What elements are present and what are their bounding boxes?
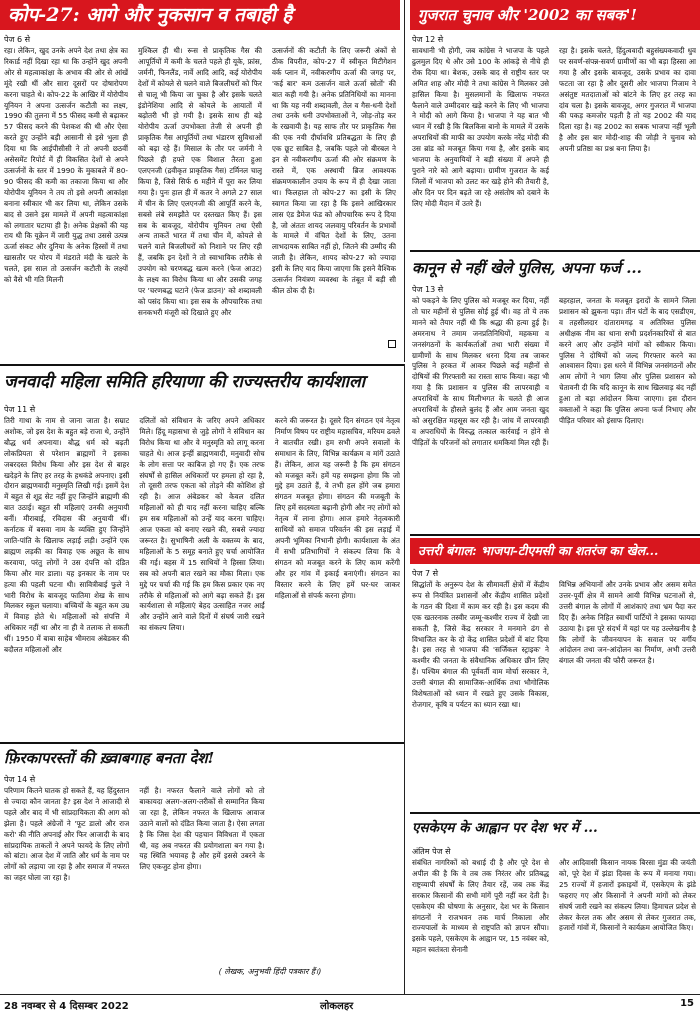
janwadi-col-1: तिरी गाथा के नाम से जाना जाता है। सम्राट अशोक, जो इस देश के बहुत बड़े राजा थे, उन्होंने बौद्ध धर्म अपनाया। बौद्ध धर्म को बढ़ती लोकप्रियता से परेशान ब्राह्मणों ने इसका जबरदस्त विरोध किया और इस देश से बाहर खदेड़ने के लिए हर तरह के हथकंडे अपनाए। इसी दौरान ब्राह्मणवादी मनुस्मृति लिखी गई। इसमें देश में बहुत से शूद्र सेट नहीं हुए जिन्होंने ब्राह्मणी की बात उठाई। बहुत सी महिलाएं उनकी अनुयायी बनीं। मीराबाई, रविदास की अनुयायी थीं। कर्नाटक में बसवा नाम के व्यक्ति हुए जिन्होंने जाति-पांति के खिलाफ लड़ाई लड़ी। उन्होंने एक ब्राह्मण लड़की का विवाह एक अछूत के साथ करवाया, परंतु लोगों ने उस दंपत्ति को दंडित किया और मार डाला। यह इनकार के नाम पर हत्या की पहली घटना थी। सावित्रीबाई फुले ने भारी विरोध के बावजूद फातिमा शेख के साथ मिलकर स्कूल चलाया। बच्चियों के बहुत कम उम्र में विवाह होते थे। महिलाओं को संपत्ति में अधिकार नहीं था और ना ही वे तलाक ले सकती थीं। 1950 में बाबा साहेब भीमराव अंबेडकर की बदौलत महिलाओं और [4,416,130,655]
communal-body [4,786,400,962]
janwadi-body [4,416,400,738]
police-continuation: पेज 13 से [412,285,444,294]
skm-col-1: संबंधित नागरिकों को बधाई दी है और पूरे देश से अपील की है कि वे तब तक निरंतर और प्रतिबद्ध राष्ट्रव्यापी संघर्षों के लिए तैयार रहें, जब तक केंद्र सरकार किसानों की सभी मांगें पूरी नहीं कर देती है। एसकेएम की घोषणा के अनुसार, देश भर के किसान संगठनों ने राजभवन तक मार्च निकाला और राज्यपालों के माध्यम से राष्ट्रपति को ज्ञापन सौंपा। इसके पहले, एसकेएम के आह्वान पर, 15 नवंबर को, महान स्वतंत्रता सेनानी [412,858,549,955]
cop27-end-mark [388,340,396,348]
gujarat-col-1: सावधानी भी होगी, जब कांग्रेस ने भाजपा के पहले ढुलमुल दिए थे और उसे 100 के आंकड़े से नीचे ही रोक दिया था। बेशक, उसके बाद से राष्ट्रीय स्तर पर अमित शाह और मोदी ने तथा कांग्रेस ने मिलकर उसे हासिल किया है। मुसलमानों के खिलाफ नफरत फैलाने वाले उम्मीदवार खड़े करने के लिए भी भाजपा ने मोदी को आगे किया है। भाजपा ने यह बात भी ध्यान में रखी है कि बिलकिस बानो के मामले में उसके अपराधियों की माफी का उपयोग करके नरेंद्र मोदी की उस ब्रांड को मजबूत किया गया है, और इसके बाद भाजपा के अनुयायियों ने बड़ी संख्या में अपने ही पुराने नारे को आगे बढ़ाया। ग्रामीण गुजरात के कई जिलों में भाजपा को उलट कर खड़े होने की तैयारी है, और दिन पर दिन बढ़ते जा रहे असंतोष को दबाने के लिए मोदी मैदान में उतरे हैं। [412,46,549,208]
skm-col-2: और आदिवासी किसान नायक बिरसा मुंडा की जयंती को, पूरे देश में झंडा दिवस के रूप में मनाया गया। 25 राज्यों में हजारों इकाइयों में, एसकेएम के झंडे फहराए गए और किसानों ने अपनी मांगों को लेकर संघर्ष जारी रखने का संकल्प लिया। हिमाचल प्रदेश से लेकर केरल तक और असम से लेकर गुजरात तक, हजारों गांवों में, किसानों ने कार्यक्रम आयोजित किए। [559,858,696,933]
skm-body [412,858,696,990]
gujarat-col-2: रहा है। इसके चलते, हिंदुत्ववादी बहुसंख्यकवादी धुव पर सवर्ण-संपन्न-सवर्ण ग्रामीणों का भी बड़ा हिस्सा आ गया है और इसके बावजूद, उसके प्रभाव का दावा फटता जा रहा है और दूसरी ओर भाजपा निजाम ने असंतुष्ट मतदाताओं को बांटने के लिए हर तरह का दांव चला है। इसके बावजूद, अगर गुजरात में भाजपा की पकड़ कमजोर पड़ती है तो यह 2002 की याद दिला रहा है। वह 2002 का सबक भाजपा नहीं भूली है और इस बार मोदी-शाह की जोड़ी ने चुनाव को अपनी प्रतिष्ठा का प्रश्न बना लिया है। [559,46,696,154]
footer-page-number: 15 [680,998,694,1009]
gujarat-title: गुजरात चुनाव और '2002 का सबक'! [410,0,700,30]
skm-title: एसकेएम के आह्वान पर देश भर में ... [412,820,598,836]
gujarat-body [412,46,696,246]
police-body [412,296,696,530]
gujarat-continuation: पेज 12 से [412,35,444,44]
communal-author-credit: ( लेखक, अनुभवी हिंदी पत्रकार हैं।) [218,967,322,976]
cop27-col-3: उत्सर्जनों की कटौती के लिए जरूरी अंकों से ठीक विपरीत, कोप-27 में स्वीकृत मिटीगेशन वर्क प्लान में, नवीकरणीय ऊर्जा की जगह पर, 'कई बार' कम उत्सर्जन वाले ऊर्जा स्रोतों' की बात कही गयी है। अनेक प्रतिनिधियों का मानना था कि यह नयी शब्दावली, तेल व गैस-धनी देशों तथा उनके धनी उपभोक्ताओं ने, जोड़-तोड़ कर के रखवायी है। यह साफ तौर पर प्राकृतिक गैस की एक नयी दीर्घावधि प्रतिबद्धता के लिए ही एक छूट साबित है, जबकि पहले जो बीरबल ने इन से नवीकरणीय ऊर्जा की ओर संक्रमण के रास्ते में, एक अस्थायी ब्रिज आवश्यक संक्रमणकालीन उपाय के रूप में ही देखा जाता था। फिलहाल तो कोप-27 का इसी के लिए स्वागत किया जा रहा है कि इसने आखिरकार लास एंड डैमेज फंड को औपचारिक रूप दे दिया है, जो अंततः शायद जलवायु परिवर्तन के प्रभावों के मामले में वंचित देशों के लिए, उतना लाभदायक साबित नहीं हो, जितने की उम्मीद की जाती है। लेकिन, शायद कोप-27 को ज्यादा इसी के लिए याद किया जाएगा कि इसने वैश्विक उत्सर्जन नियंत्रण व्यवस्था के तंबूत में बड़ी सी कील ठोक दी है। [272,46,396,295]
footer-publication: लोकलहर [320,1001,354,1012]
communal-col-1: परिणाम कितने घातक हो सकते हैं, यह हिंदुस्तान से ज्यादा कौन जानता है? इस देश ने आजादी से पहले और बाद में भी सांप्रदायिकता की आग को झेला है। पहले अंग्रेजों ने 'फूट डालो और राज करो' की नीति अपनाई और फिर आजादी के बाद सांप्रदायिक ताकतों ने अपने फायदे के लिए लोगों को बांटा। आज देश में जाति और धर्म के नाम पर लोगों को लड़ाया जा रहा है और समाज में नफरत का जहर घोला जा रहा है। [4,786,130,883]
bengal-col-2: विभिन्न अभियानों और उनके प्रभाव और असम समेत उत्तर-पूर्वी क्षेत्र में सामने आयी विभिन्न घटनाओं से, उत्तरी बंगाल के लोगों में आशंकाएं तथा भ्रम पैदा कर दिए हैं। अनेक निहित स्वार्थी पार्टियों ने इसका फायदा उठाया है। इस पूरे संदर्भ में यहां पर यह उल्लेखनीय है कि लोगों के जीवनयापन के सवाल पर वर्गीय आंदोलन तथा जन-आंदोलन का निर्माण, अभी उत्तरी बंगाल की जनता की फौरी जरूरत है। [559,580,696,666]
communal-col-2: नहीं है। नफरत फैलाने वाले लोगों को तो बाकायदा अलग-अलग-तरीकों से सम्मानित किया जा रहा है, लेकिन नफरत के खिलाफ आवाज उठाने वालों को दंडित किया जाता है। ऐसा लगता है कि जिस देश की पहचान विविधता में एकता थी, वह अब नफरत की प्रयोगशाला बन गया है। यह स्थिति भयावह है और हमें इससे उबरने के लिए एकजुट होना होगा। [139,786,265,872]
janwadi-col-2: दलितों को संविधान के जरिए अपने अधिकार मिले। हिंदू महासभा से जुड़े लोगों ने संविधान का विरोध किया था और वे मनुस्मृति को लागू करना चाहते थे। आज इन्हीं ब्राह्मणवादी, मनुवादी सोच के लोग सत्ता पर काबिज हो गए हैं। एक तरफ संघर्षों से हासिल अधिकारों पर हमला हो रहा है, तो दूसरी तरफ एकता को तोड़ने की कोशिश हो रही है। आज अंबेडकर को केवल दलित महिलाओं को ही याद नहीं करना चाहिए बल्कि हम सब महिलाओं को उन्हें याद करना चाहिए। आज एकता को बनाए रखने की, सबसे ज्यादा जरूरत है। सुभाषिनी अली के वक्तव्य के बाद, महिलाओं के 5 समूह बनाते हुए चर्चा आयोजित की गई। बहस में 15 साथियों ने हिस्सा लिया। सब को अपनी बात रखने का मौका मिला। एक मुद्दे पर चर्चा की गई कि हम किस प्रकार एक नए तरीके से महिलाओं को आगे बढ़ा सकते हैं। इस कार्यशाला से महिलाएं बेहद उत्साहित नजर आईं और उन्होंने आने वाले दिनों में संघर्ष जारी रखने का संकल्प लिया। [139,416,265,633]
police-col-1: को पकड़ने के लिए पुलिस को मजबूर कर दिया, नहीं तो चार महीनों से पुलिस सोई हुई थी। वह तो ये तक मानने को तैयार नहीं थी कि श्रद्धा की हत्या हुई है। अमरनाथ ने तमाम जनप्रतिनिधियों, महकमा व जनसंगठनों के कार्यकर्ताओं तथा भारी संख्या में ग्रामीणों के साथ मिलकर धरना दिया तब जाकर पुलिस ने हरकत में आकर पिछले कई महीनों से दोषियों की गिरफ्तारी का रास्ता साफ किया। कहा भी गया है कि प्रशासन व पुलिस की लापरवाही व अपराधियों के साथ मिलीभगत के चलते ही आज अपराधियों के हौसले बुलंद हैं और आम जनता खुद को असुरक्षित महसूस कर रही है। जांच में लापरवाही व अपराधियों के विरुद्ध तत्काल कार्रवाई न होने से पीड़ितों के परिजनों को लगातार धमकियां मिल रही हैं। [412,296,549,447]
janwadi-title: जनवादी महिला समिति हरियाणा की राज्यस्तरीय कार्यशाला [4,372,365,392]
cop27-col-1: रहा। लेकिन, खुद उनके अपने देश तथा क्षेत्र का रिकार्ड नहीं दिखा रहा था कि उन्होंने खुद अपनी ओर से महत्वाकांक्षा के अभाव की ओर से आंखें मूंदे रखी थीं और सारा दूसरों पर दोषारोपण करना चाहते थे। कोप-22 के आखिर में योरोपीय यूनियन ने अपना उत्सर्जन कटौती का लक्ष्य, 1990 की तुलना में 55 फीसद कमी से बढ़ाकर 57 फीसद करने की पेशकश की थी और ऐसा करते हुए उन्होंने बड़ी आसानी से इसे भुला ही दिया था कि आईपीसीसी ने तो अपनी छठवीं असेसमेंट रिपोर्ट में ही विकसित देशों से अपने उत्सर्जनों के स्तर में 1990 के मुकाबले में 80-90 फीसद की कमी का तकाजा किया था और योरोपीय यूनियन ने तय तो इसे अपनी आकांक्षा बनाना स्वीकार भी कर लिया था, लेकिन उसके बाद से उसने इस मामले में अपनी महत्वाकांक्षा को लगातार घटाया ही है। अनेक प्रेक्षकों की यह राय थी कि यूक्रेन में जारी युद्ध तथा उससे उत्पन्न ऊर्जा संकट और दुनिया के अनेक हिस्सों में तथा खासतौर पर योरप में मंडराते मंदी के खतरे के चलते, इस साल तो उत्सर्जन कटौती के लक्ष्यों को वैसे भी गति मिलनी [4,46,128,285]
police-title: कानून से नहीं खेले पुलिस, अपना फर्ज ... [412,259,642,277]
communal-col-3 [275,786,400,962]
page-footer [0,996,700,1014]
communal-title: फ़िरकापरस्तों की ख़्वाबगाह बनता देश! [4,749,215,767]
janwadi-continuation: पेज 11 से [4,405,36,414]
bengal-col-1: सिद्धांतों के अनुरूप देश के सीमावर्ती क्षेत्रों में केंद्रीय रूप से नियंत्रित प्रशासनों और केंद्रीय शासित प्रदेशों के गठन की दिशा में काम कर रही है। इस कदम की एक खतरनाक तस्वीर जम्मू-कश्मीर राज्य में देखी जा सकती है, जिसे केंद्र सरकार ने मनमाने ढंग से विभाजित कर के दो केंद्र शासित प्रदेशों में बांट दिया है। इस तरह से भाजपा की 'सर्जिकल स्ट्राइक' ने कश्मीर की जनता के संवैधानिक अधिकार छीन लिए हैं। पश्चिम बंगाल की पूर्ववर्ती वाम मोर्चा सरकार ने, उत्तरी बंगाल की सामाजिक-आर्थिक तथा भौगोलिक विशेषताओं को ध्यान में रखते हुए उसके विकास, रोजगार, कृषि व पर्यटन का ध्यान रखा था। [412,580,549,709]
cop27-col-2: मुश्किल ही थी। रूस से प्राकृतिक गैस की आपूर्तियों में कमी के चलते पहले ही यूके, फ्रांस, जर्मनी, फिनलैंड, नार्वे आदि आदि, कई योरोपीय देशों में कोयले से चलने वाले बिजलीघरों को फिर से चालू भी किया जा चुका है और इसके चलते इंडोनेशिया आदि से कोयले के आयातों में बढ़ोतरी भी हो गयी है। इसके साथ ही बड़े योरोपीय ऊर्जा उपभोक्ता तेजी से अपनी ही प्राकृतिक गैस आपूर्तियों तथा भंडारण सुविधाओं को बढ़ा रहे हैं। मिसाल के तौर पर जर्मनी ने पिछले ही हफ्ते एक विशाल तैरता हुआ एलएनजी (द्रवीकृत प्राकृतिक गैस) टर्मिनल चालू किया है, जिसे सिर्फ 6 महीने में पूरा कर लिया गया है। पुनः हाल ही में कतर ने अगले 27 साल में चीन के लिए एलएनजी की आपूर्ति करने के, सबसे लंबे समझौते पर दस्तखत किए हैं। इस सब के बावजूद, योरोपीय यूनियन तथा ऐसी अन्य ताकतें भारत में तथा चीन में, कोयले से चलने वाले बिजलीघरों को निशाने पर लिए रही हैं, जबकि इन देशों ने तो स्वाभाविक तरीके से उपयोग को चरणबद्ध खत्म करने (फेज आउट) के लक्ष्य का विरोध किया था और उसकी जगह पर 'चरणबद्ध घटाने (फेज डाउन)' को शब्दावली को पसंद किया था। इस सब के औपचारिक तथा सनकभरी मंजूरी को दिखाते हुए और [138,46,262,317]
cop27-title: कोप-27: आगे और नुकसान व तबाही है [0,0,400,30]
police-col-2: बहरहाल, जनता के मजबूत इरादों के सामने जिला प्रशासन को झुकना पड़ा। तीन घंटों के बाद एसडीएम, व तहसीलदार दांतारामगढ़ व अतिरिक्त पुलिस अधीक्षक नीम का थाना सभी प्रदर्शनकारियों से बात करने आए और उन्होंने मांगों को स्वीकार किया। पुलिस ने दोषियों को जल्द गिरफ्तार करने का आश्वासन दिया। इस धरने में विभिन्न जनसंगठनों और आम लोगों ने भाग लिया और पुलिस प्रशासन को चेतावनी दी कि यदि कानून के साथ खिलवाड़ बंद नहीं हुआ तो बड़ा आंदोलन किया जाएगा। इस दौरान वक्ताओं ने कहा कि पुलिस अपना फर्ज निभाए और पीड़ित परिवार को इंसाफ दिलाए। [559,296,696,425]
bengal-title: उत्तरी बंगाल: भाजपा-टीएमसी का शतरंज का खेल... [410,538,700,564]
bengal-continuation: पेज 7 से [412,569,439,578]
cop27-continuation: पेज 6 से [4,35,31,44]
communal-continuation: पेज 14 से [4,775,36,784]
skm-continuation: अंतिम पेज से [412,847,451,856]
cop27-body [4,46,396,338]
bengal-body [412,580,696,806]
footer-date: 28 नवम्बर से 4 दिसम्बर 2022 [4,1001,129,1012]
janwadi-col-3: करने की जरूरत है। दूसरे दिन संगठन एवं नेतृत्व निर्माण विषय पर राष्ट्रीय महासचिव, मरियम ढवले ने बातचीत रखी। हम सभी अपने सवालों के समाधान के लिए, विभिन्न कार्यक्रम व मांगें उठाते हैं। लेकिन, आज यह जरूरी है कि हम संगठन को मजबूत करें। हमें यह समझना होगा कि जो मुद्दे हम उठाते हैं, वे तभी हल होंगे जब हमारा संगठन मजबूत होगा। संगठन की मजबूती के लिए हमें सदस्यता बढ़ानी होगी और नए लोगों को नेतृत्व में लाना होगा। आज हमारे नेतृत्वकारी साथियों को समाज परिवर्तन की इस लड़ाई में अपनी भूमिका निभानी होगी। कार्यशाला के अंत में सभी प्रतिभागियों ने संकल्प लिया कि वे संगठन को मजबूत करने के लिए काम करेंगी और हर गांव में इकाई बनाएंगी। संगठन का विस्तार करने के लिए हमें घर-घर जाकर महिलाओं से संपर्क करना होगा। [274,416,400,600]
